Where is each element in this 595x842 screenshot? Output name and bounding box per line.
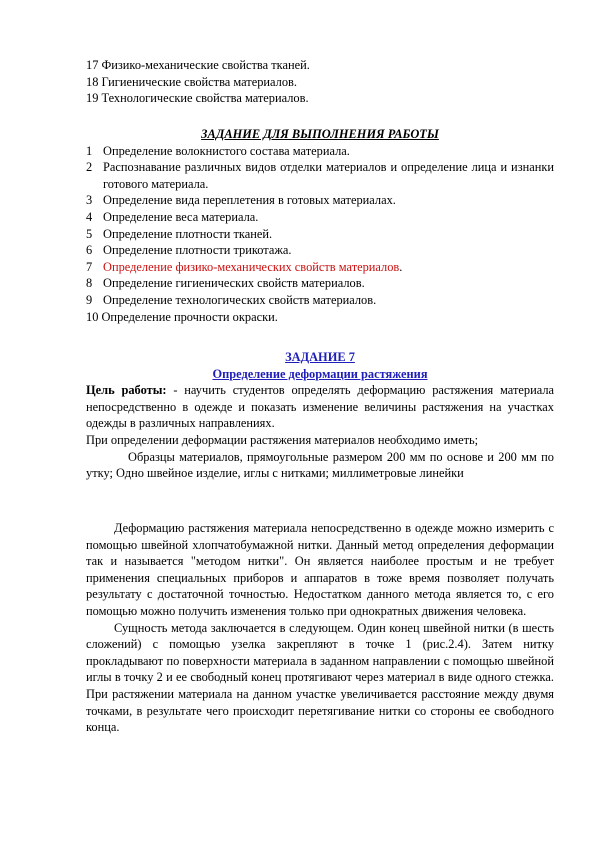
list-item-highlighted: 7 Определение физико-механических свойств материалов. bbox=[86, 259, 403, 274]
list-item: 8 Определение гигиенических свойств материалов. bbox=[86, 276, 365, 291]
list-item: 2 Распознавание различных видов отделки материалов и определение лица и изнанки готового материала. bbox=[86, 160, 554, 191]
list-item: 5 Определение плотности тканей. bbox=[86, 226, 273, 241]
body-text bbox=[86, 520, 554, 736]
list-item: 4 Определение веса материала. bbox=[86, 209, 259, 224]
task-section bbox=[86, 126, 554, 325]
task-heading: ЗАДАНИЕ ДЛЯ ВЫПОЛНЕНИЯ РАБОТЫ bbox=[201, 127, 439, 141]
need-paragraph: При определении деформации растяжения материалов необходимо иметь; bbox=[86, 432, 479, 447]
paragraph: Деформацию растяжения материала непосредственно в одежде можно измерить с помощью швейной хлопчатобумажной нитки. Данный метод определения деформации так и называется "методом нитки". Он является наиболее простым и не требует применения специальных приборов и аппаратов в тоже время позволяет получать результату с достаточной точностью. Недостатком данного метода является то, с его помощью можно получить изменения только при однократных движения человека. bbox=[86, 521, 554, 618]
list-item: 6 Определение плотности трикотажа. bbox=[86, 243, 292, 258]
highlighted-text: Определение физико-механических свойств материалов bbox=[103, 259, 400, 274]
list-item: 9 Определение технологических свойств материалов. bbox=[86, 292, 377, 307]
list-item: 19 Технологические свойства материалов. bbox=[86, 91, 309, 106]
paragraph: Сущность метода заключается в следующем. Один конец швейной нитки (в шесть сложений) с помощью узелка закрепляют в точке 1 (рис.2.4). Затем нитку прокладывают по поверхности материала в заданном направлении с помощью швейной иглы в точку 2 и ее свободный конец протягивают через материал в виде одного стежка. При растяжении материала на данном участке увеличивается расстояние между двумя точками, в результате чего происходит перетягивание нитки со стороны ее свободного конца. bbox=[86, 620, 554, 735]
list-item: 17 Физико-механические свойства тканей. bbox=[86, 58, 310, 72]
list-item: 1 Определение волокнистого состава материала. bbox=[86, 143, 350, 158]
section-title: ЗАДАНИЕ 7 bbox=[285, 350, 355, 364]
section-subtitle: Определение деформации растяжения bbox=[212, 366, 428, 381]
zadanie7-section bbox=[86, 349, 554, 482]
list-item: 18 Гигиенические свойства материалов. bbox=[86, 74, 297, 89]
top-list bbox=[86, 57, 554, 107]
list-item: 10 Определение прочности окраски. bbox=[86, 309, 278, 324]
goal-label: Цель работы: bbox=[86, 383, 167, 398]
list-item: 3 Определение вида переплетения в готовых материалах. bbox=[86, 193, 396, 208]
samples-paragraph: Образцы материалов, прямоугольные размером 200 мм по основе и 200 мм по утку; Одно швейное изделие, иглы с нитками; миллиметровые линейки bbox=[86, 449, 554, 481]
goal-paragraph: Цель работы: - научить студентов определять деформацию растяжения материала непосредственно в одежде и показать изменение величины растяжения на участках одежды в различных направлениях. bbox=[86, 383, 555, 431]
